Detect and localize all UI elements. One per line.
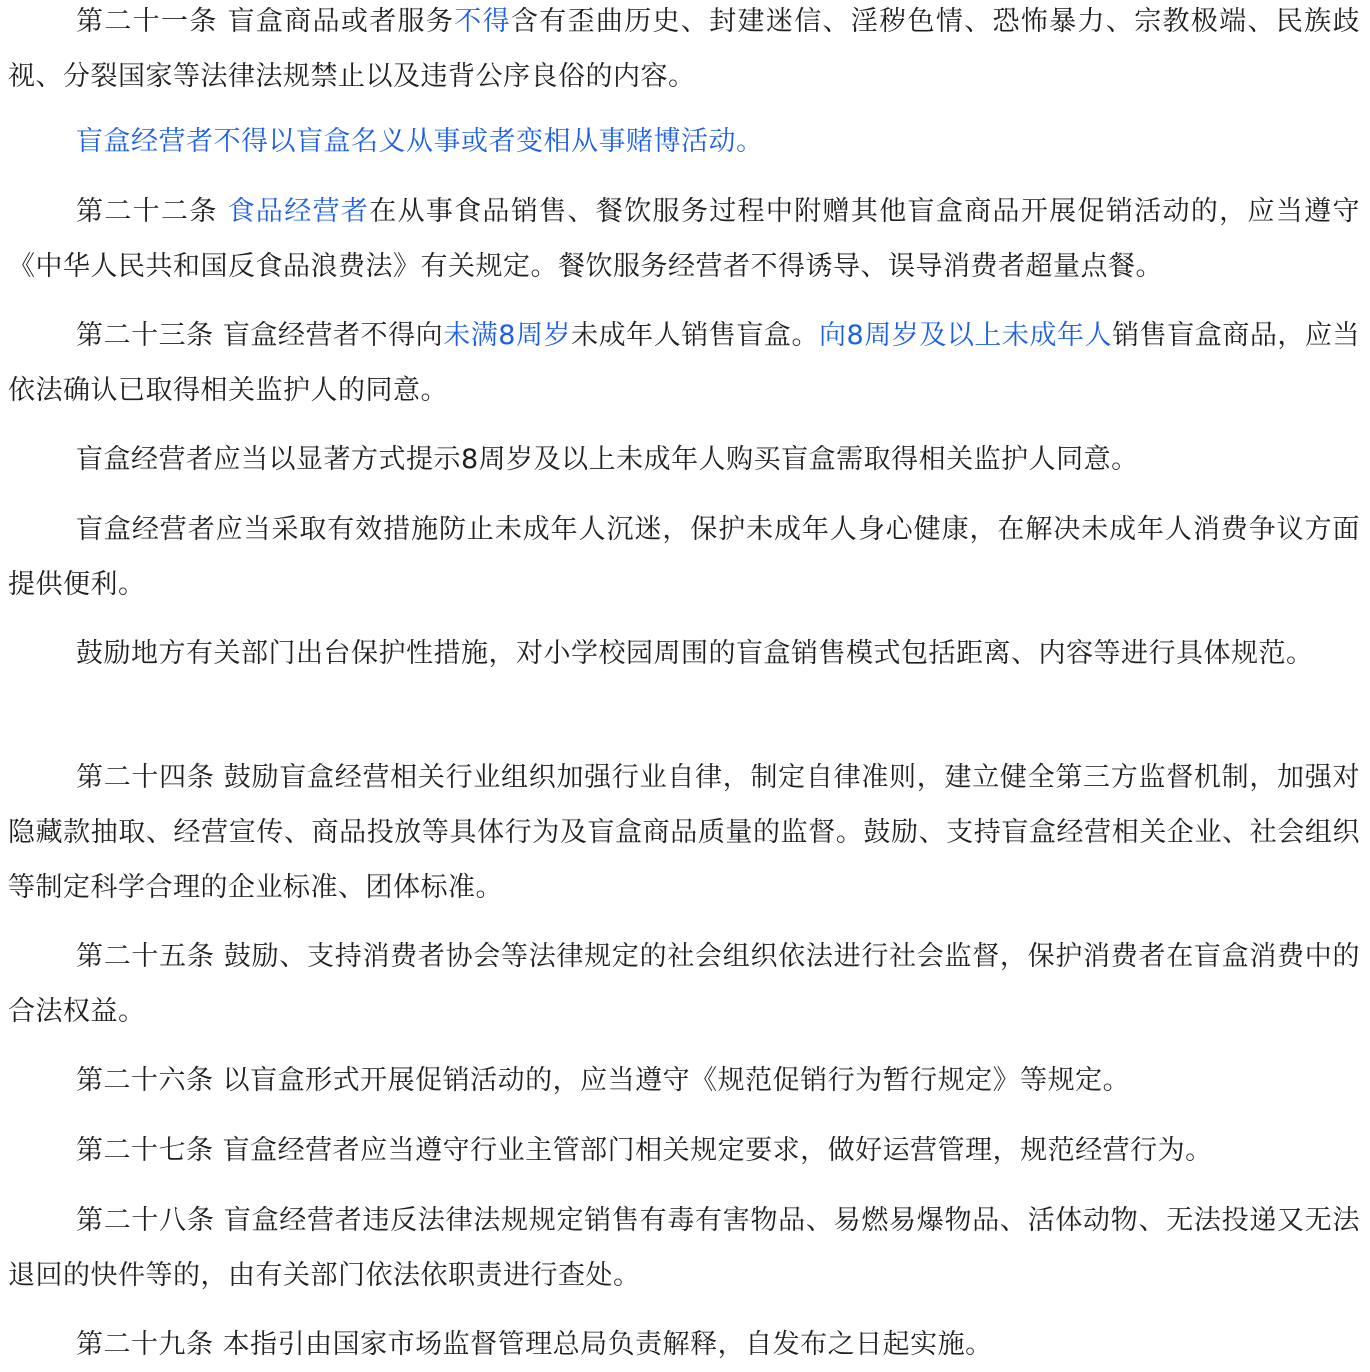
article-27: 第二十七条 盲盒经营者应当遵守行业主管部门相关规定要求，做好运营管理，规范经营行为。 [76, 1135, 1213, 1166]
article-26: 第二十六条 以盲盒形式开展促销活动的，应当遵守《规范促销行为暂行规定》等规定。 [76, 1065, 1131, 1096]
article-23-link-under-8[interactable]: 未满8周岁 [443, 320, 572, 351]
article-21-gambling-link[interactable]: 盲盒经营者不得以盲盒名义从事或者变相从事赌博活动。 [76, 126, 764, 157]
article-23-mid: 未成年人销售盲盒。 [571, 320, 819, 351]
article-25: 第二十五条 鼓励、支持消费者协会等法律规定的社会组织依法进行社会监督，保护消费者在盲盒消费中的合法权益。 [8, 941, 1360, 1027]
article-23-tail: 销售盲盒商品，应当依法确认已取得相关监护人的同意。 [8, 320, 1360, 406]
article-22-link[interactable]: 食品经营者 [227, 196, 370, 227]
article-22 [8, 184, 1360, 294]
article-21-link[interactable]: 不得 [454, 6, 511, 37]
article-21-tail: 含有歪曲历史、封建迷信、淫秽色情、恐怖暴力、宗教极端、民族歧视、分裂国家等法律法规禁止以及违背公序良俗的内容。 [8, 6, 1361, 92]
article-23-paragraph-2: 盲盒经营者应当以显著方式提示8周岁及以上未成年人购买盲盒需取得相关监护人同意。 [76, 444, 1139, 475]
article-23-paragraph-3: 盲盒经营者应当采取有效措施防止未成年人沉迷，保护未成年人身心健康，在解决未成年人消费争议方面提供便利。 [8, 514, 1360, 600]
article-28: 第二十八条 盲盒经营者违反法律法规规定销售有毒有害物品、易燃易爆物品、活体动物、无法投递又无法退回的快件等的，由有关部门依法依职责进行查处。 [8, 1205, 1360, 1291]
article-21 [8, 0, 1360, 104]
article-21-head: 第二十一条 盲盒商品或者服务 [76, 6, 455, 37]
article-24: 第二十四条 鼓励盲盒经营相关行业组织加强行业自律，制定自律准则，建立健全第三方监督机制，加强对隐藏款抽取、经营宣传、商品投放等具体行为及盲盒商品质量的监督。鼓励、支持盲盒经营相关企业、社会组织等制定科学合理的企业标准、团体标准。 [8, 762, 1360, 903]
article-23-link-8-and-above[interactable]: 向8周岁及以上未成年人 [818, 320, 1113, 351]
article-23-paragraph-4: 鼓励地方有关部门出台保护性措施，对小学校园周围的盲盒销售模式包括距离、内容等进行具体规范。 [76, 638, 1314, 669]
article-29: 第二十九条 本指引由国家市场监督管理总局负责解释，自发布之日起实施。 [76, 1329, 993, 1360]
article-23-head: 第二十三条 盲盒经营者不得向 [76, 320, 444, 351]
article-22-tail: 在从事食品销售、餐饮服务过程中附赠其他盲盒商品开展促销活动的，应当遵守《中华人民共和国反食品浪费法》有关规定。餐饮服务经营者不得诱导、误导消费者超量点餐。 [8, 196, 1360, 282]
article-22-head: 第二十二条 [76, 196, 228, 227]
article-23 [8, 308, 1360, 418]
